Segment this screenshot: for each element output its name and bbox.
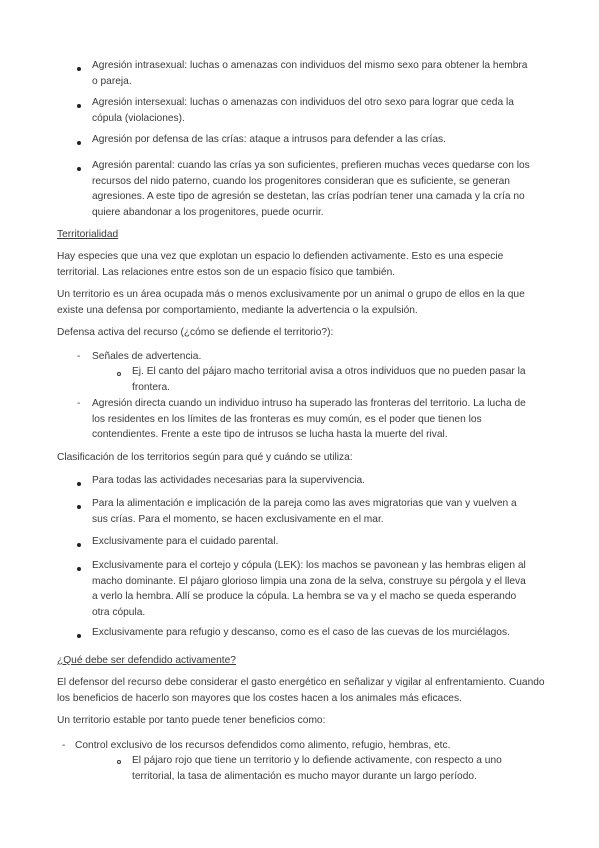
bullet-dot	[77, 482, 81, 486]
sub-bullet-circle	[117, 760, 121, 764]
bullet-item: Exclusivamente para el cortejo y cópula (LEK): los machos se pavonean y las hembras eligen al macho dominante. El pájaro glorioso limpia una zona de la selva, construye su pérgola y el lleva a verlo la hembra. Allí se produce la cópula. La hembra se va y el macho se queda esperando otra cópula.	[92, 560, 526, 618]
section-heading: ¿Qué debe ser defendido activamente?	[57, 655, 236, 666]
dash-item: Control exclusivo de los recursos defendidos como alimento, refugio, hembras, etc.	[75, 740, 451, 751]
bullet-dot	[77, 634, 81, 638]
dash-item: Agresión directa cuando un individuo intruso ha superado las fronteras del territorio. La lucha de los residentes en los límites de las fronteras es muy común, es el poder que tienen los contendientes. Frente a este tipo de intrusos se lucha hasta la muerte del rival.	[92, 398, 526, 440]
bullet-dot	[77, 67, 81, 71]
sub-item: El pájaro rojo que tiene un territorio y lo defiende activamente, con respecto a uno territorial, la tasa de alimentación es mucho mayor durante un largo período.	[132, 755, 502, 782]
paragraph: Hay especies que una vez que explotan un espacio lo defienden activamente. Esto es una especie territorial. Las relaciones entre estos son de un espacio físico que también.	[57, 251, 504, 278]
paragraph: Un territorio estable por tanto puede tener beneficios como:	[57, 715, 326, 726]
bullet-item: Agresión parental: cuando las crías ya son suficientes, prefieren muchas veces quedarse con los recursos del nido paterno, cuando los progenitores consideran que es suficiente, se generan agresiones. A este tipo de agresión se destetan, las crías podrían tener una camada y la cría no quiere abandonar a los progenitores, puede ocurrir.	[92, 160, 530, 218]
bullet-dot	[77, 567, 81, 571]
bullet-item: Para la alimentación e implicación de la pareja como las aves migratorias que van y vuelven a sus crías. Para el momento, se hacen exclusivamente en el mar.	[92, 498, 517, 525]
bullet-item: Agresión intersexual: luchas o amenazas con individuos del otro sexo para lograr que ceda la cópula (violaciones).	[92, 97, 514, 124]
bullet-item: Exclusivamente para el cuidado parental.	[92, 536, 279, 547]
sub-item: Ej. El canto del pájaro macho territorial avisa a otros individuos que no pueden pasar la frontera.	[132, 366, 526, 393]
bullet-dot	[77, 141, 81, 145]
paragraph: Defensa activa del recurso (¿cómo se defiende el territorio?):	[57, 327, 334, 338]
dash-marker: -	[62, 740, 66, 751]
dash-item: Señales de advertencia.	[92, 351, 202, 362]
paragraph: El defensor del recurso debe considerar el gasto energético en señalizar y vigilar al enfrentamiento. Cuando los beneficios de hacerlo son mayores que los costes hacen a los animales más eficaces.	[57, 677, 545, 704]
dash-marker: -	[77, 351, 81, 362]
bullet-item: Agresión intrasexual: luchas o amenazas con individuos del mismo sexo para obtener la hembra o pareja.	[92, 60, 528, 87]
bullet-dot	[77, 543, 81, 547]
dash-marker: -	[77, 398, 81, 409]
section-heading: Territorialidad	[57, 229, 119, 240]
bullet-item: Para todas las actividades necesarias para la supervivencia.	[92, 475, 365, 486]
bullet-item: Agresión por defensa de las crías: ataque a intrusos para defender a las crías.	[92, 134, 446, 145]
bullet-dot	[77, 167, 81, 171]
bullet-dot	[77, 104, 81, 108]
bullet-dot	[77, 505, 81, 509]
paragraph: Un territorio es un área ocupada más o menos exclusivamente por un animal o grupo de ellos en la que existe una defensa por comportamiento, mediante la advertencia o la expulsión.	[57, 289, 525, 316]
sub-bullet-circle	[117, 372, 121, 376]
bullet-item: Exclusivamente para refugio y descanso, como es el caso de las cuevas de los murciélagos.	[92, 627, 510, 638]
paragraph: Clasificación de los territorios según para qué y cuándo se utiliza:	[57, 452, 353, 463]
